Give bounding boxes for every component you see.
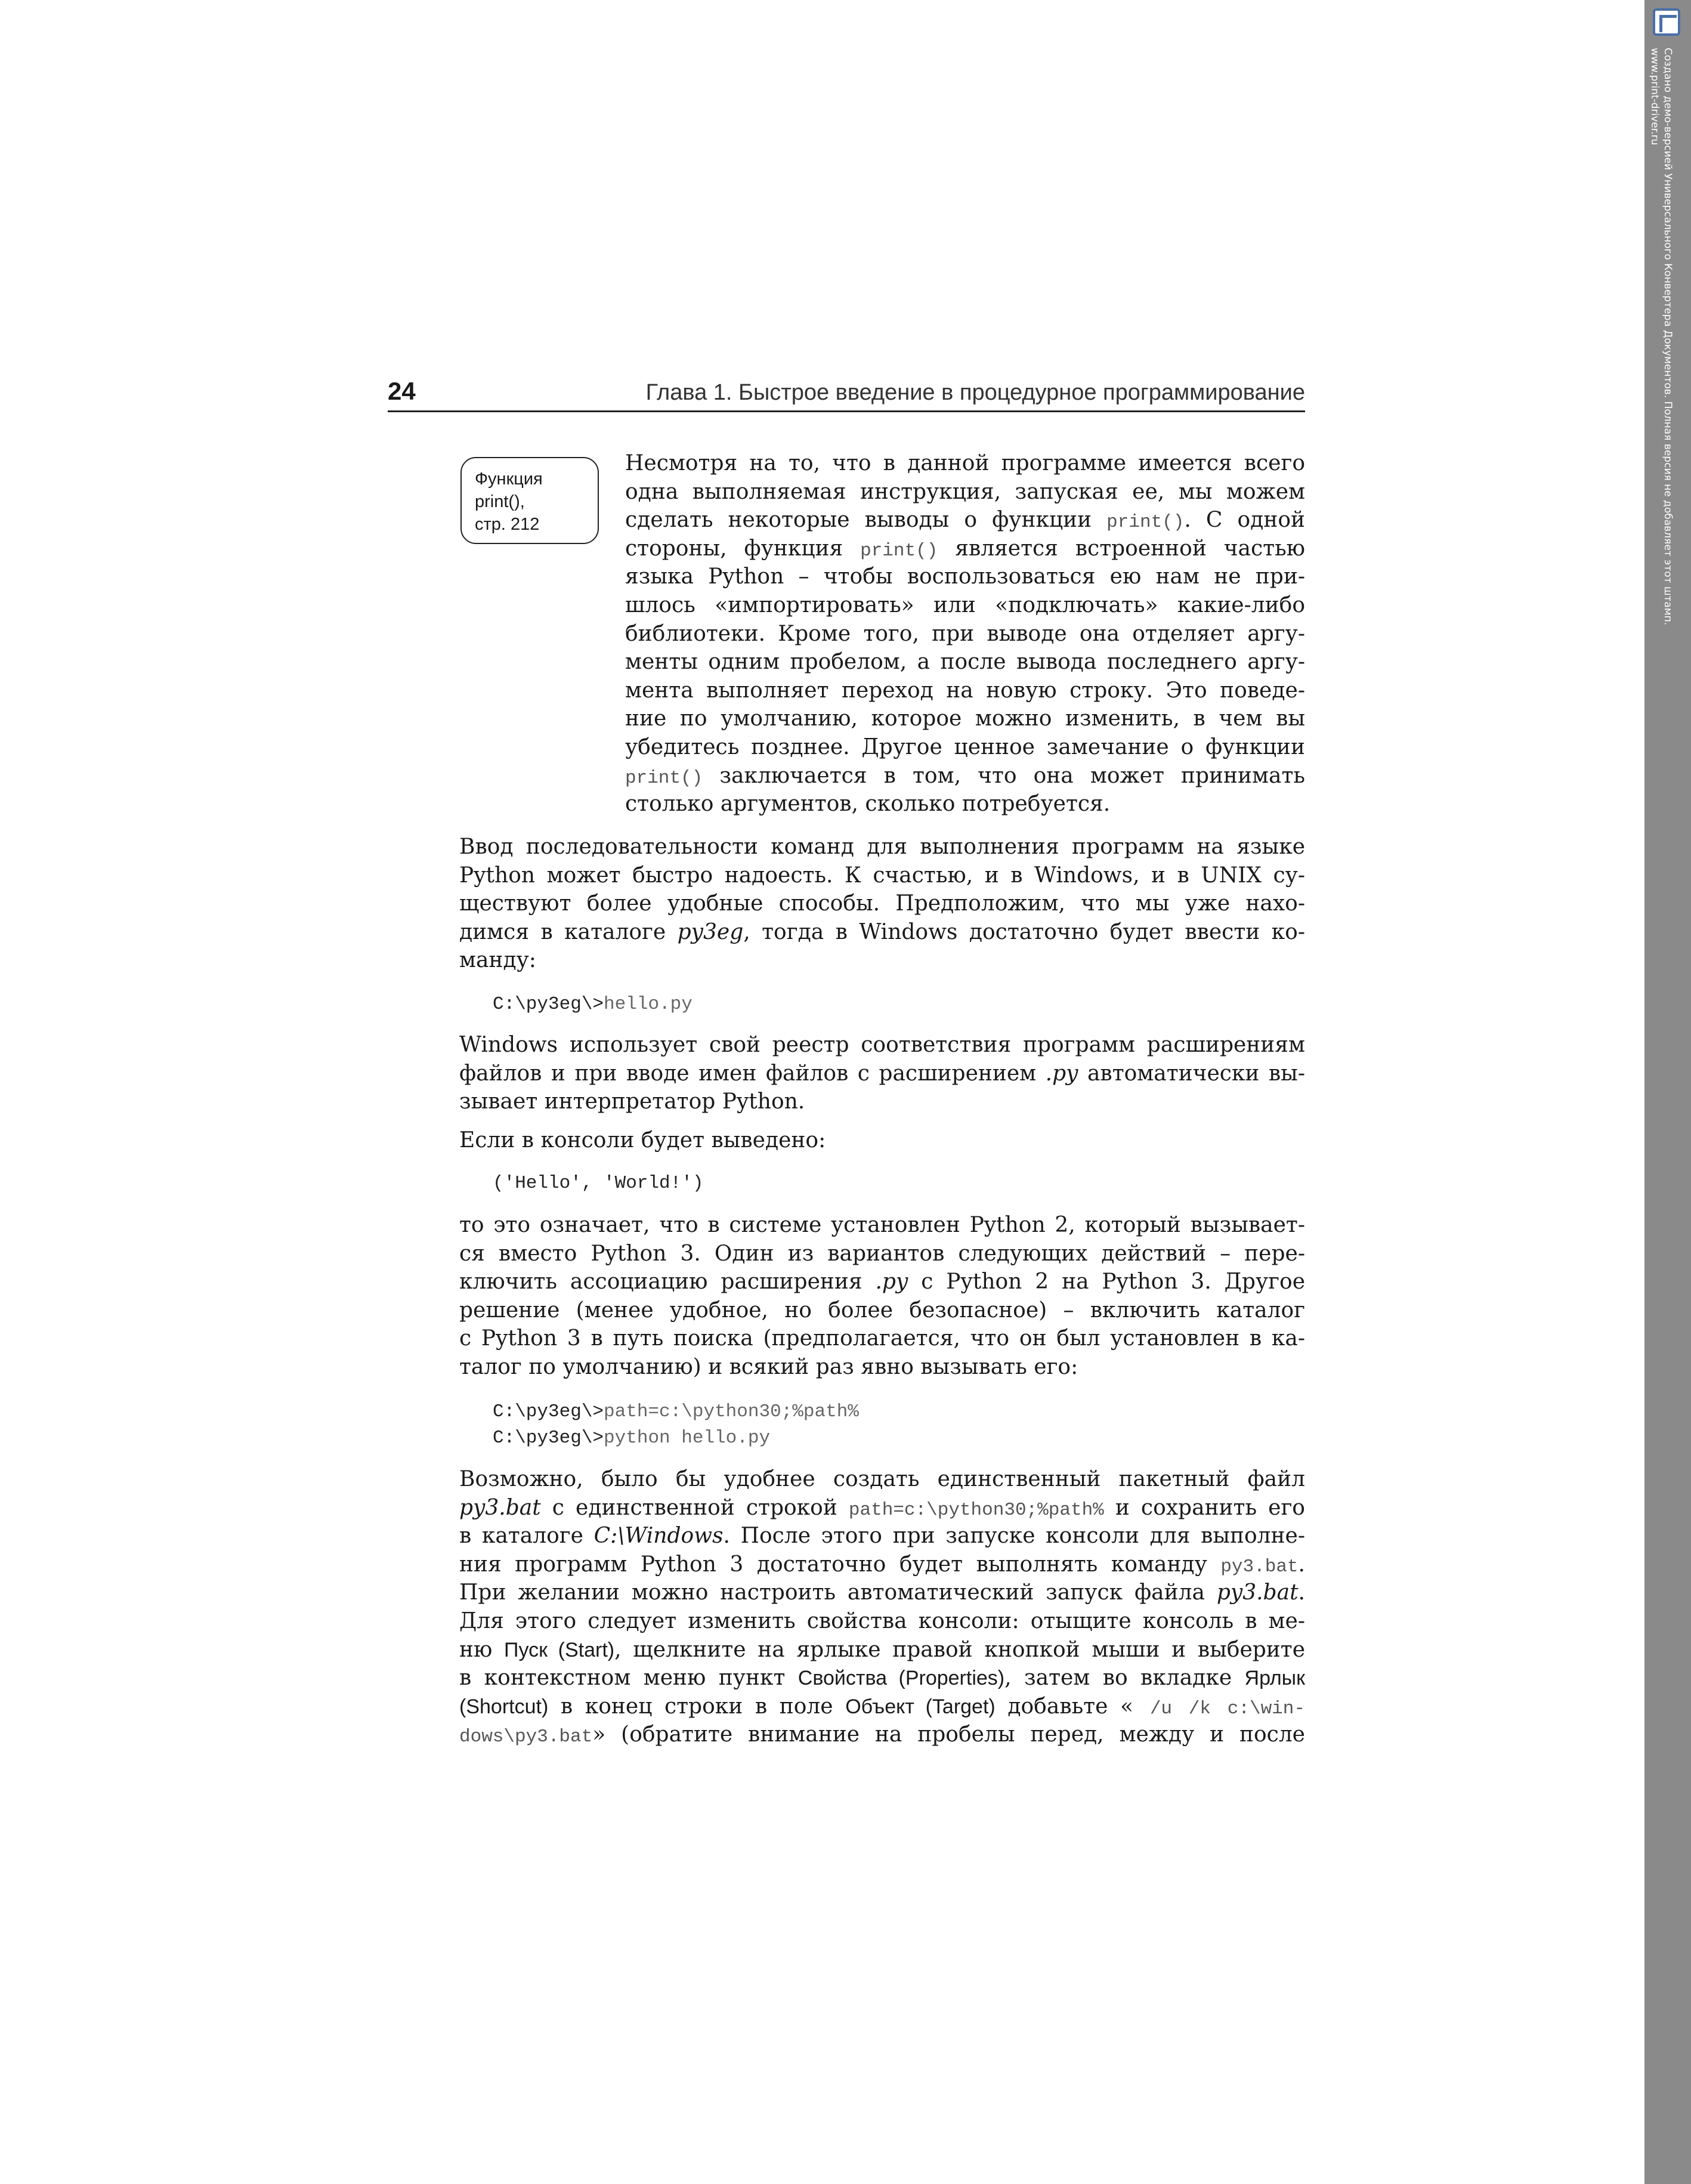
margin-note-line: print(), xyxy=(475,492,525,511)
code-output: ('Hello', 'World!') xyxy=(493,1173,704,1194)
inline-code: dows\py3.bat xyxy=(459,1726,593,1748)
text-line: шлось «импортировать» или «подключать» какие-либо xyxy=(625,592,1305,617)
inline-code: path=c:\python30;%path% xyxy=(848,1499,1104,1521)
text-span: с Python 2 на Python 3. Другое xyxy=(908,1269,1306,1295)
margin-note-line: Функция xyxy=(475,469,543,489)
text-span: ню xyxy=(459,1637,505,1662)
inline-code: print() xyxy=(1106,512,1185,533)
text-line: Несмотря на то, что в данной программе имеется всего xyxy=(625,451,1305,475)
text-line: Возможно, было бы удобнее создать единственный пакетный файл xyxy=(459,1467,1305,1491)
text-span: ния программ Python 3 достаточно будет выполнять команду xyxy=(459,1552,1221,1577)
text-span: . xyxy=(1298,1580,1305,1605)
text-line: одна выполняемая инструкция, запуская ее, мы можем xyxy=(625,479,1305,504)
text-line xyxy=(459,1720,1305,1749)
text-line xyxy=(459,1550,1305,1579)
code-command: hello.py xyxy=(604,994,693,1015)
code-block-3 xyxy=(493,1399,859,1451)
text-line: ние по умолчанию, которое можно изменить, в чем вы xyxy=(625,706,1305,731)
watermark-line-1: Создано демо-версией Универсального Конвертера Документов. Полная версия не добавляет этот штамп. xyxy=(1662,48,1674,626)
text-span: При желании можно настроить автоматический запуск файла xyxy=(459,1580,1217,1605)
paragraph-4 xyxy=(459,1126,1305,1155)
text-line: ся вместо Python 3. Один из вариантов следующих действий – пере- xyxy=(459,1241,1305,1266)
text-line xyxy=(459,1664,1305,1692)
text-span: является встроенной частью xyxy=(938,536,1306,561)
text-line xyxy=(459,1522,1305,1550)
menu-name: (Shortcut) xyxy=(459,1695,549,1718)
code-command: python hello.py xyxy=(604,1428,771,1448)
menu-name: Свойства (Properties) xyxy=(797,1667,1005,1690)
text-line: Windows использует свой реестр соответствия программ расширениям xyxy=(459,1033,1305,1057)
text-span: . После этого при запуске консоли для выполне- xyxy=(723,1524,1305,1549)
menu-name: Объект (Target) xyxy=(845,1695,996,1718)
text-line: менты одним пробелом, а после вывода последнего аргу- xyxy=(625,650,1305,675)
text-line xyxy=(459,1578,1305,1607)
text-line xyxy=(459,1692,1305,1721)
file-name: py3.bat xyxy=(459,1495,541,1520)
inline-code: /u /k c:\win- xyxy=(1133,1698,1305,1719)
running-header xyxy=(388,375,1305,412)
code-prompt: C:\py3eg\> xyxy=(493,994,604,1015)
text-span: автоматически вы- xyxy=(1078,1061,1305,1086)
text-span: . xyxy=(1298,1552,1305,1577)
text-line: Если в консоли будет выведено: xyxy=(459,1128,826,1153)
directory-name: C:\Windows xyxy=(593,1524,724,1549)
text-line: столько аргументов, сколько потребуется. xyxy=(625,792,1111,817)
text-span: . С одной xyxy=(1184,508,1305,533)
paragraph-5 xyxy=(459,1211,1305,1382)
text-line: Для этого следует изменить свойства консоли: отыщите консоль в ме- xyxy=(459,1608,1305,1633)
text-line xyxy=(625,535,1305,563)
code-prompt: C:\py3eg\> xyxy=(493,1428,604,1448)
inline-code: print() xyxy=(625,767,703,789)
text-line xyxy=(459,1268,1305,1296)
paragraph-2 xyxy=(459,833,1305,975)
paragraph-3 xyxy=(459,1031,1305,1116)
file-extension: .py xyxy=(1045,1061,1078,1086)
text-span: добавьте « xyxy=(995,1694,1134,1719)
text-span: сделать некоторые выводы о функции xyxy=(625,508,1107,533)
menu-name: Ярлык xyxy=(1244,1667,1305,1690)
text-line: Ввод последовательности команд для выполнения программ на языке xyxy=(459,835,1305,859)
text-line: зывает интерпретатор Python. xyxy=(459,1089,805,1114)
watermark-line-2: www.print-driver.ru xyxy=(1649,48,1661,146)
menu-name: Пуск (Start) xyxy=(504,1638,615,1661)
code-block-1 xyxy=(493,991,693,1018)
text-span: стороны, функция xyxy=(625,536,861,561)
text-span: , затем во вкладке xyxy=(1004,1666,1245,1691)
text-line xyxy=(459,1059,1305,1088)
inline-code: print() xyxy=(860,540,938,561)
text-span: в контекстном меню пункт xyxy=(459,1666,798,1691)
code-prompt: C:\py3eg\> xyxy=(493,1401,604,1422)
text-line: убедитесь позднее. Другое ценное замечание о функции xyxy=(625,734,1305,759)
text-line: манду: xyxy=(459,948,536,973)
text-span: ключить ассоциацию расширения xyxy=(459,1269,876,1295)
text-span: и сохранить его xyxy=(1103,1495,1305,1520)
text-span: , щелкните на ярлыке правой кнопкой мыши и выберите xyxy=(614,1637,1306,1662)
file-extension: .py xyxy=(875,1269,908,1295)
watermark-text xyxy=(1648,48,1674,625)
text-span: в каталоге xyxy=(459,1524,594,1549)
text-span: , тогда в Windows достаточно будет ввести ко- xyxy=(743,919,1306,944)
text-line: библиотеки. Кроме того, при выводе она отделяет аргу- xyxy=(625,621,1305,646)
text-span: в конец строки в поле xyxy=(548,1694,846,1719)
text-line: талог по умолчанию) и всякий раз явно вызывать его: xyxy=(459,1354,1078,1379)
code-block-2 xyxy=(493,1170,703,1197)
text-line xyxy=(459,1494,1305,1522)
page-number: 24 xyxy=(388,377,416,405)
paragraph-6 xyxy=(459,1465,1305,1749)
watermark-strip xyxy=(1644,0,1691,2184)
text-line: Python может быстро надоесть. К счастью, и в Windows, и в UNIX су- xyxy=(459,863,1305,888)
text-span: димся в каталоге xyxy=(459,919,678,944)
text-span: файлов и при вводе имен файлов с расширением xyxy=(459,1061,1046,1086)
text-line: ществуют более удобные способы. Предположим, что мы уже нахо- xyxy=(459,891,1305,916)
text-line xyxy=(459,1636,1305,1664)
file-name: py3.bat xyxy=(1216,1580,1299,1605)
directory-name: py3eg xyxy=(677,919,744,944)
chapter-title: Глава 1. Быстрое введение в процедурное программирование xyxy=(645,380,1305,405)
text-line: то это означает, что в системе установлен Python 2, который вызывает- xyxy=(459,1213,1305,1237)
text-span: с единственной строкой xyxy=(540,1495,849,1520)
inline-code: py3.bat xyxy=(1220,1556,1299,1577)
text-span: » (обратите внимание на пробелы перед, между и после xyxy=(592,1722,1305,1747)
text-line: мента выполняет переход на новую строку. Это поведе- xyxy=(625,678,1305,703)
text-line: с Python 3 в путь поиска (предполагается, что он был установлен в ка- xyxy=(459,1326,1305,1351)
text-span: заключается в том, что она может принимать xyxy=(703,763,1305,788)
text-line: решение (менее удобное, но более безопасное) – включить каталог xyxy=(459,1298,1305,1323)
text-line xyxy=(459,918,1305,947)
text-line xyxy=(625,762,1305,790)
text-line: языка Python – чтобы воспользоваться ею нам не при- xyxy=(625,564,1305,589)
converter-logo-icon xyxy=(1653,8,1680,36)
margin-note xyxy=(460,457,599,544)
text-line xyxy=(625,506,1305,535)
paragraph-1 xyxy=(625,449,1305,818)
margin-note-line: стр. 212 xyxy=(475,515,540,534)
code-command: path=c:\python30;%path% xyxy=(604,1401,859,1422)
